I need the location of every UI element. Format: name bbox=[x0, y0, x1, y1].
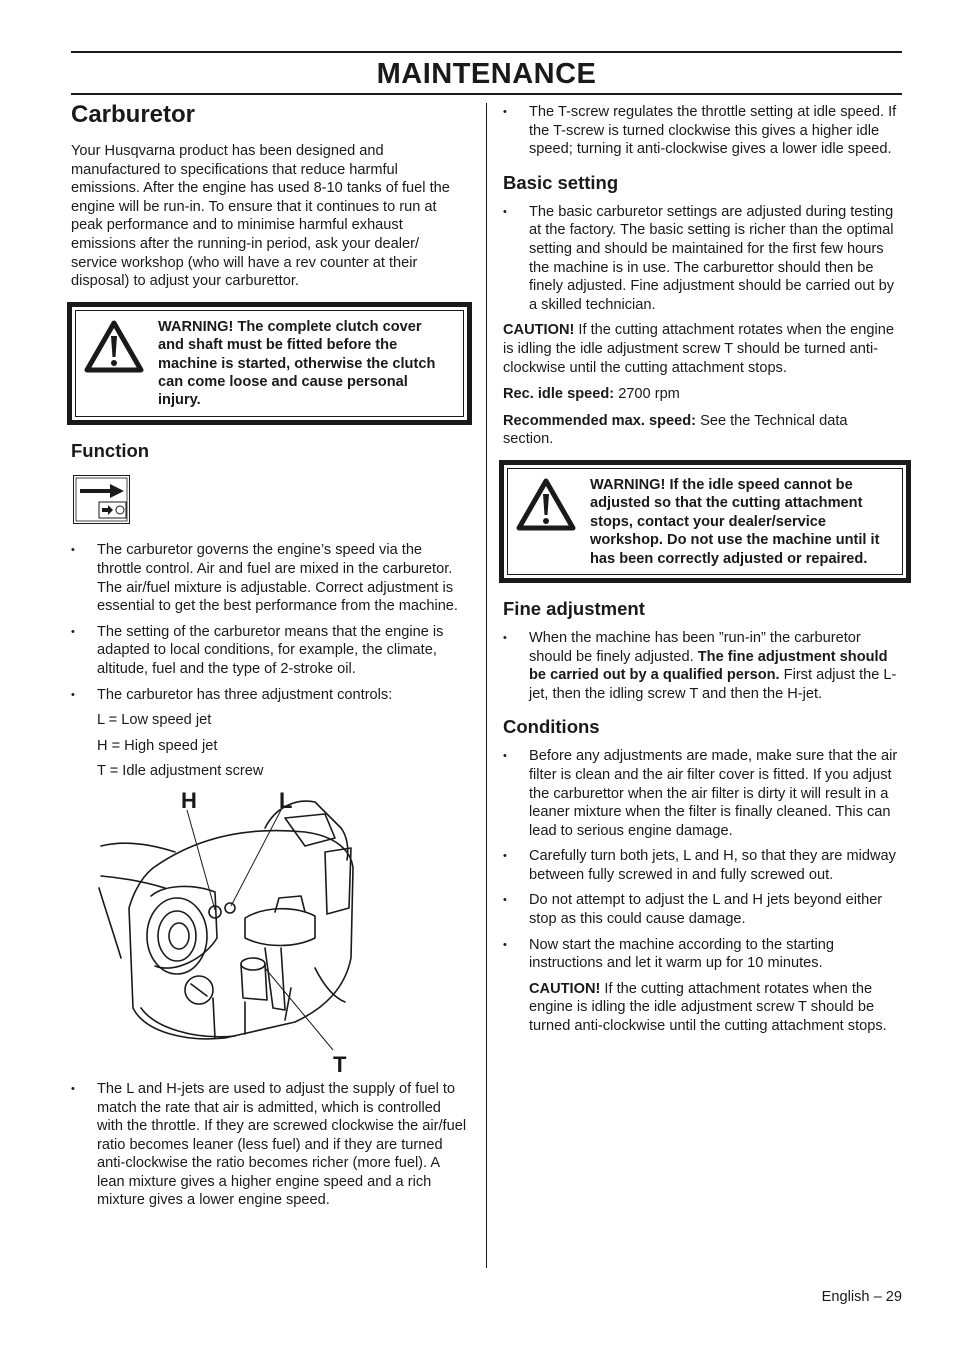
max-speed-label: Recommended max. speed: bbox=[503, 412, 697, 429]
figure-label-h: H bbox=[181, 787, 197, 813]
function-arrow-icon bbox=[73, 475, 130, 524]
header-rule-bottom bbox=[71, 93, 902, 95]
carburetor-illustration bbox=[95, 788, 359, 1078]
caution-text: If the cutting attachment rotates when the engine is idling the idle adjustment screw T should be turned anti-clockwise until the cutting attachment stops. bbox=[529, 980, 887, 1035]
idle-speed-label: Rec. idle speed: bbox=[503, 386, 615, 403]
list-item: • Do not attempt to adjust the L and H jets beyond either stop as this could cause damage. bbox=[503, 891, 901, 928]
fine-adjustment-heading: Fine adjustment bbox=[503, 597, 645, 619]
warning-text: WARNING! The complete clutch cover and shaft must be fitted before the machine is started, otherwise the clutch can come loose and cause personal injury. bbox=[158, 318, 436, 409]
list-item: • The L and H-jets are used to adjust the supply of fuel to match the rate that air is admitted, which is controlled with the throttle. If they are screwed clockwise the air/fuel ratio becomes leaner (less fuel) and if they are turned anti-clockwise the ratio becomes richer (more fuel). A lean mixture gives a higher engine speed and a rich mixture gives a lower engine speed. bbox=[71, 1080, 468, 1210]
list-item: • Now start the machine according to the starting instructions and let it warm up for 10 minutes. bbox=[503, 936, 901, 973]
warning-box-idle bbox=[499, 460, 911, 583]
list-item: • The carburetor has three adjustment controls: bbox=[71, 686, 468, 705]
figure-label-l: L bbox=[279, 787, 293, 813]
right-column bbox=[503, 103, 901, 1043]
intro-paragraph: Your Husqvarna product has been designed and manufactured to specifications that reduce harmful emissions. After the engine has used 8-10 tanks of fuel the engine will be run-in. To ensure that it continues to run at peak performance and to minimise harmful exhaust emissions after the running-in period, ask your dealer/ service workshop (who will have a rev counter at their disposal) to adjust your carburettor. bbox=[71, 143, 450, 290]
column-divider bbox=[486, 103, 487, 1268]
caution-label: CAUTION! bbox=[529, 980, 601, 997]
t-screw-list bbox=[503, 103, 901, 159]
idle-speed-paragraph bbox=[503, 385, 901, 404]
conditions-list bbox=[503, 747, 901, 973]
page-heading: Carburetor bbox=[71, 101, 196, 128]
jets-list bbox=[71, 1080, 468, 1210]
list-item: • Before any adjustments are made, make sure that the air filter is clean and the air filter cover is fitted. If you adjust the carburettor when the air filter is dirty it will result in a leaner mixture when the filter is finally cleaned. This can lead to serious engine damage. bbox=[503, 747, 901, 840]
control-high-speed-jet: H = High speed jet bbox=[97, 737, 218, 754]
caution-paragraph bbox=[503, 321, 901, 377]
caution-label: CAUTION! bbox=[503, 322, 575, 339]
page-number: English – 29 bbox=[821, 1289, 902, 1305]
list-item bbox=[503, 629, 901, 703]
warning-triangle-icon bbox=[83, 319, 145, 374]
basic-setting-heading: Basic setting bbox=[503, 171, 619, 193]
left-column bbox=[71, 100, 468, 1217]
control-idle-screw: T = Idle adjustment screw bbox=[97, 763, 264, 780]
warning-text: WARNING! If the idle speed cannot be adjusted so that the cutting attachment stops, contact your dealer/service workshop. Do not use the machine until it has been correctly adjusted or repaired. bbox=[590, 476, 880, 567]
function-list bbox=[71, 541, 468, 704]
idle-speed-value: 2700 rpm bbox=[618, 386, 680, 403]
figure-label-t: T bbox=[333, 1051, 347, 1077]
warning-box-clutch bbox=[67, 302, 472, 425]
fine-adjustment-text: When the machine has been ”run-in” the carburetor should be finely adjusted. bbox=[529, 629, 861, 665]
warning-triangle-icon bbox=[515, 477, 577, 532]
list-item: • The setting of the carburetor means that the engine is adapted to local conditions, for example, the climate, altitude, fuel and the type of 2-stroke oil. bbox=[71, 623, 468, 679]
header-rule-top bbox=[71, 51, 902, 53]
control-low-speed-jet: L = Low speed jet bbox=[97, 712, 212, 729]
caution-text: If the cutting attachment rotates when the engine is idling the idle adjustment screw T should be turned anti-clockwise until the cutting attachment stops. bbox=[503, 322, 894, 376]
fine-adjustment-list bbox=[503, 629, 901, 703]
basic-setting-list bbox=[503, 203, 901, 315]
list-item: • The T-screw regulates the throttle setting at idle speed. If the T-screw is turned clockwise this gives a higher idle speed; turning it anti-clockwise gives a lower idle speed. bbox=[503, 103, 901, 159]
conditions-heading: Conditions bbox=[503, 716, 600, 738]
function-heading: Function bbox=[71, 439, 150, 461]
list-item: • The basic carburetor settings are adjusted during testing at the factory. The basic setting is richer than the optimal setting and should be maintained for the first few hours the machine is in use. The carburettor should then be finely adjusted. Fine adjustment should be carried out by a skilled technician. bbox=[503, 203, 901, 315]
max-speed-paragraph bbox=[503, 412, 901, 449]
caution-paragraph-2 bbox=[503, 980, 901, 1036]
list-item: • Carefully turn both jets, L and H, so that they are midway between fully screwed in and fully screwed out. bbox=[503, 847, 901, 884]
fine-adjustment-text: First adjust the L-jet, then the idling screw T and then the H-jet. bbox=[529, 667, 897, 702]
section-title: MAINTENANCE bbox=[376, 58, 597, 90]
list-item: • The carburetor governs the engine’s speed via the throttle control. Air and fuel are mixed in the carburetor. The air/fuel mixture is adjustable. Correct adjustment is essential to get the best performance from the machine. bbox=[71, 541, 468, 615]
max-speed-value: See the Technical data section. bbox=[503, 412, 848, 448]
fine-adjustment-bold: The fine adjustment should be carried out by a qualified person. bbox=[529, 648, 888, 684]
